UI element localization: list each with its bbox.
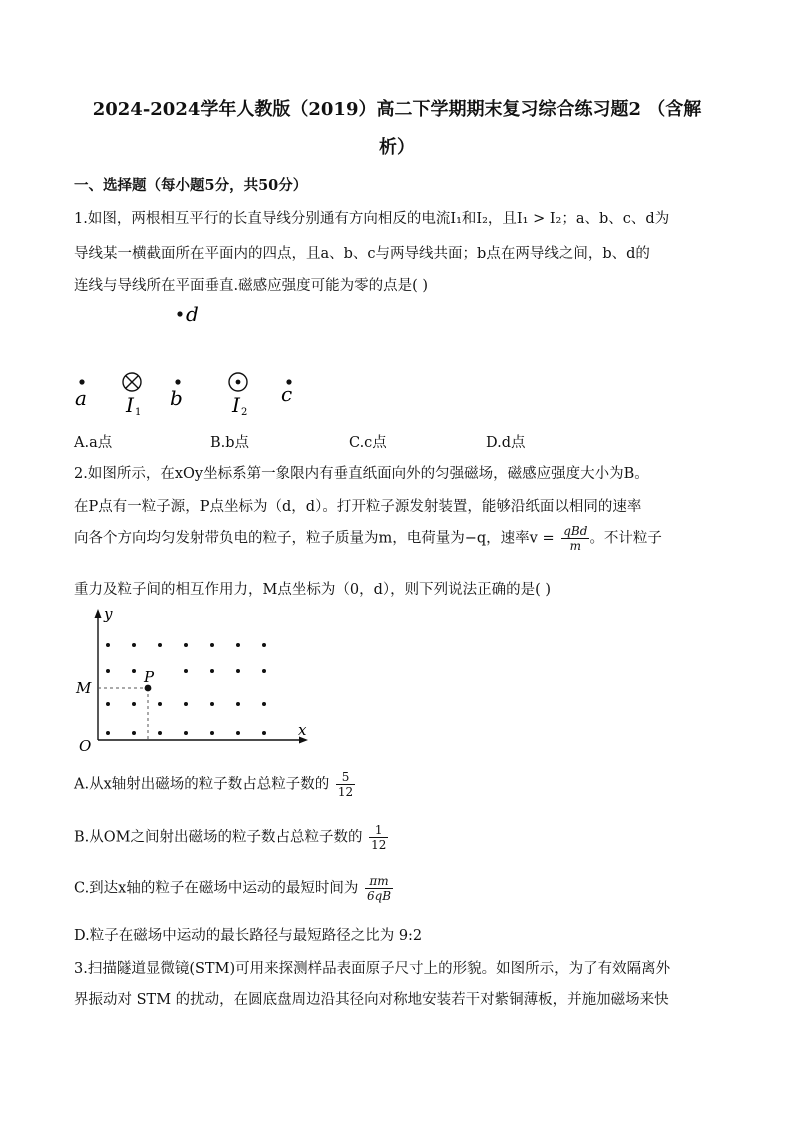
label-a: a: [75, 386, 87, 410]
page-title-line1: 2024-2024学年人教版（2019）高二下学期期末复习综合练习题2 （含解: [92, 99, 702, 120]
label-i1-sub: 1: [135, 407, 142, 418]
field-dot: [106, 702, 110, 706]
field-dot: [132, 731, 136, 735]
field-dot: [262, 669, 266, 673]
option-a-fraction: [336, 770, 355, 799]
label-y: y: [104, 605, 113, 623]
field-dot: [184, 669, 188, 673]
field-dot: [262, 731, 266, 735]
label-i2: I: [232, 393, 240, 417]
wire-i1-into-page-icon: [123, 373, 141, 391]
q2-option-c: [74, 874, 393, 903]
q2-line1: 2.如图所示，在xOy坐标系第一象限内有垂直纸面向外的匀强磁场，磁感应强度大小为B。: [74, 466, 649, 482]
field-dot: [236, 731, 240, 735]
label-d: d: [186, 302, 199, 326]
wire-i2-out-of-page-icon: [229, 373, 247, 391]
field-dot: [158, 643, 162, 647]
q2-option-c-text: C.到达x轴的粒子在磁场中运动的最短时间为: [74, 880, 359, 897]
label-b: b: [170, 386, 183, 410]
q3-line2: 界振动对 STM 的扰动，在圆底盘周边沿其径向对称地安装若干对紫铜薄板，并施加磁场来快: [74, 992, 669, 1008]
speed-fraction: [561, 524, 589, 553]
label-i1: I: [126, 393, 134, 417]
option-c-numerator: πm: [365, 874, 393, 889]
label-p: P: [144, 668, 155, 686]
q1-line1: [74, 207, 669, 228]
field-dot: [236, 702, 240, 706]
speed-numerator: qBd: [563, 524, 588, 538]
label-o: O: [79, 737, 92, 755]
q2-figure: [70, 605, 320, 755]
field-dot: [158, 702, 162, 706]
label-x: x: [298, 721, 307, 739]
q2-option-b-text: B.从OM之间射出磁场的粒子数占总粒子数的: [74, 829, 363, 846]
magnetic-field-dots: [106, 643, 266, 735]
option-c-denominator: 6qB: [366, 889, 392, 903]
field-dot: [106, 643, 110, 647]
point-a-dot: [79, 379, 84, 384]
point-b-dot: [175, 379, 180, 384]
field-dot: [236, 669, 240, 673]
field-dot: [236, 643, 240, 647]
field-dot: [184, 731, 188, 735]
q2-line4: 重力及粒子间的相互作用力，M点坐标为（0，d），则下列说法正确的是( ): [74, 582, 552, 598]
field-dot: [132, 669, 136, 673]
q1-figure: [60, 295, 340, 425]
field-dot: [132, 702, 136, 706]
q3-line1: 3.扫描隧道显微镜(STM)可用来探测样品表面原子尺寸上的形貌。如图所示，为了有效隔离外: [74, 961, 671, 977]
field-dot: [210, 702, 214, 706]
q2-line2: 在P点有一粒子源，P点坐标为（d，d）。打开粒子源发射装置，能够沿纸面以相同的速率: [74, 499, 642, 515]
q2-option-d: D.粒子在磁场中运动的最长路径与最短路径之比为 9:2: [74, 928, 423, 944]
option-a-numerator: 5: [336, 770, 355, 785]
q1-option-d: D.d点: [486, 435, 526, 451]
field-dot: [184, 643, 188, 647]
label-m: M: [76, 679, 92, 697]
q2-option-a: [74, 770, 355, 799]
q1-line2: 导线某一横截面所在平面内的四点，且a、b、c与两导线共面；b点在两导线之间，b、d的: [74, 246, 650, 262]
q2-option-b: [74, 823, 388, 852]
field-dot: [132, 643, 136, 647]
field-dot: [184, 702, 188, 706]
option-a-denominator: 12: [337, 785, 354, 799]
field-dot: [210, 731, 214, 735]
page-title-line2: 析）: [379, 137, 415, 158]
option-b-fraction: [369, 823, 388, 852]
field-dot: [106, 731, 110, 735]
q1-option-b: B.b点: [210, 435, 250, 451]
field-dot: [210, 643, 214, 647]
q1-line1-text-b: I₁和I₂，且I₁ > I₂；a、b、c、d为: [450, 211, 670, 227]
q2-line3: [74, 524, 662, 553]
label-c: c: [281, 382, 293, 406]
q1-option-c: C.c点: [349, 435, 387, 451]
section-heading: 一、选择题（每小题5分，共50分）: [74, 177, 308, 194]
option-b-denominator: 12: [371, 838, 387, 852]
point-d-dot: [177, 311, 182, 316]
field-dot: [106, 669, 110, 673]
y-axis-arrow-icon: [95, 609, 102, 618]
option-b-numerator: 1: [369, 823, 388, 838]
q2-line3-text-a: 向各个方向均匀发射带负电的粒子，粒子质量为m，电荷量为−q，速率v =: [74, 530, 555, 547]
q1-line1-text-a: 1.如图，两根相互平行的长直导线分别通有方向相反的电流: [74, 211, 451, 227]
speed-denominator: m: [569, 539, 582, 553]
q2-line3-text-b: 。不计粒子: [589, 530, 662, 547]
q1-option-a: A.a点: [74, 435, 113, 451]
field-dot: [262, 643, 266, 647]
q2-option-a-text: A.从x轴射出磁场的粒子数占总粒子数的: [74, 776, 330, 793]
q1-line3: 连线与导线所在平面垂直.磁感应强度可能为零的点是( ): [74, 278, 429, 294]
option-c-fraction: [365, 874, 393, 903]
field-dot: [158, 731, 162, 735]
field-dot: [210, 669, 214, 673]
label-i2-sub: 2: [241, 407, 248, 418]
field-dot: [262, 702, 266, 706]
